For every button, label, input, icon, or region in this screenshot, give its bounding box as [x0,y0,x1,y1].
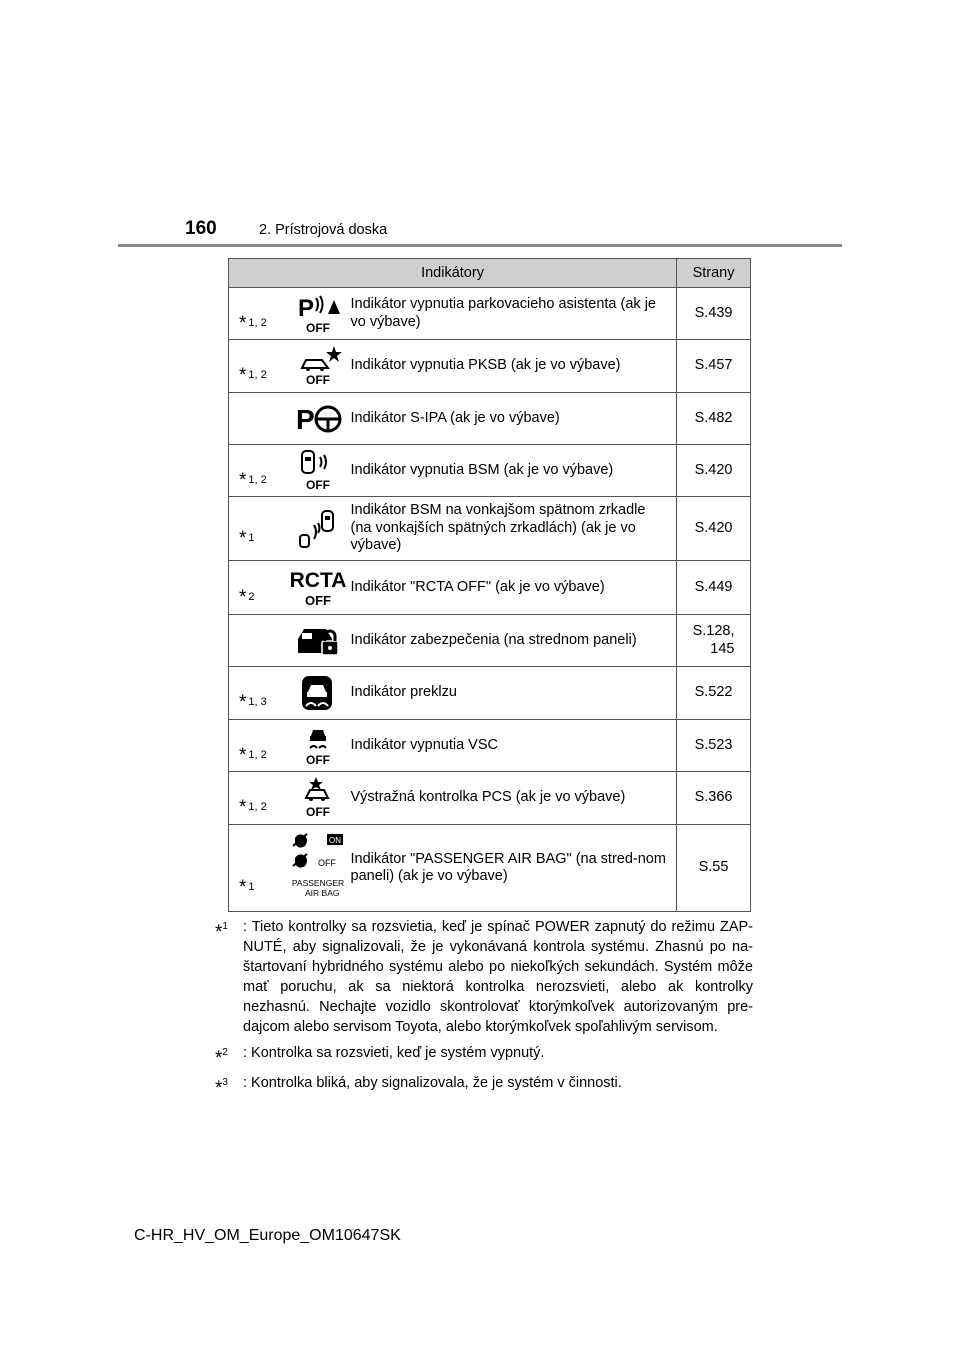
svg-text:P: P [295,403,315,435]
footnote-mark: * 1, 2 [229,720,287,772]
table-row [229,772,751,825]
table-row [229,340,751,393]
svg-text:OFF: OFF [305,805,330,819]
page-reference: S.55 [677,825,751,912]
footnote-2 [215,1043,753,1067]
section-title: 2. Prístrojová doska [259,222,388,238]
footnote-1 [215,917,753,1037]
footnote-text: : Tieto kontrolky sa rozsvietia, keď je spínač POWER zapnutý do režimu ZAP-NUTÉ, aby signalizovali, že je vykonávaná kontrola systému. Zhasnú po na-štartovaní hybridného systému alebo po niekoľkých sekundách. Systém môže mať poruchu, ak sa niektorá kontrolka nerozsvieti, alebo ak kontrolky nezhasnú. Nechajte vozidlo skontrolovať ktorýmkoľvek autorizovaným pre-dajcom alebo servisom Toyota, alebo ktorýmkoľvek spoľahlivým servisom. [243,919,753,1035]
footnote-label: *$^2$ [215,1047,228,1069]
svg-text:OFF: OFF [317,858,336,868]
footnote-label: *$^1$ [215,921,228,943]
indicator-description: Indikátor preklzu [349,667,677,720]
page-reference: S.457 [677,340,751,393]
footnote-label: *$^3$ [215,1077,228,1099]
document-code: C-HR_HV_OM_Europe_OM10647SK [134,1227,401,1244]
page-reference: S.482 [677,393,751,445]
parking-assist-off-icon [287,288,349,340]
header-indicators: Indikátory [229,259,677,288]
footnote-mark: * 1, 2 [229,772,287,825]
footnote-mark: * 1, 2 [229,288,287,340]
table-row [229,497,751,561]
page-reference: S.366 [677,772,751,825]
svg-text:OFF: OFF [305,373,330,387]
table-row [229,288,751,340]
pcs-off-icon [287,772,349,825]
page-reference: S.523 [677,720,751,772]
indicator-description: Indikátor vypnutia BSM (ak je vo výbave) [349,445,677,497]
svg-text:OFF: OFF [305,477,330,492]
footnote-mark: * 1, 2 [229,340,287,393]
page-reference: S.420 [677,445,751,497]
footnote-mark: * 1, 2 [229,445,287,497]
footnote-mark [229,393,287,445]
footnote-3 [215,1073,753,1097]
s-ipa-icon [287,393,349,445]
footnote-mark [229,615,287,667]
indicator-description: Indikátor "RCTA OFF" (ak je vo výbave) [349,561,677,615]
vsc-off-icon [287,720,349,772]
footnote-mark: * 1 [229,825,287,912]
svg-text:P: P [297,294,314,322]
indicator-description: Výstražná kontrolka PCS (ak je vo výbave) [349,772,677,825]
table-row [229,393,751,445]
page-reference: S.522 [677,667,751,720]
indicator-description: Indikátor zabezpečenia (na strednom paneli) [349,615,677,667]
footnotes [215,917,753,1103]
table-row [229,720,751,772]
passenger-airbag-icon [287,825,349,912]
footnote-text: : Kontrolka sa rozsvieti, keď je systém vypnutý. [243,1045,545,1061]
pksb-off-icon [287,340,349,393]
indicator-description: Indikátor S-IPA (ak je vo výbave) [349,393,677,445]
page-reference: S.439 [677,288,751,340]
page-reference: S.449 [677,561,751,615]
footnote-mark: * 1 [229,497,287,561]
footnote-mark: * 1, 3 [229,667,287,720]
table-row [229,561,751,615]
svg-text:ON: ON [328,836,341,845]
indicator-description: Indikátor vypnutia VSC [349,720,677,772]
page-reference-text: S.128, 145 [692,623,735,657]
table-header-row [229,259,751,288]
indicator-description: Indikátor vypnutia PKSB (ak je vo výbave) [349,340,677,393]
svg-text:AIR BAG: AIR BAG [304,888,339,898]
svg-text:PASSENGER: PASSENGER [291,878,344,888]
table-row [229,445,751,497]
svg-text:RCTA: RCTA [289,568,346,592]
bsm-mirror-icon [287,497,349,561]
indicator-table [228,258,751,912]
page-reference: S.420 [677,497,751,561]
svg-text:OFF: OFF [305,752,330,767]
indicator-description: Indikátor BSM na vonkajšom spätnom zrkadle (na vonkajších spätných zrkadlách) (ak je vo výbave) [349,497,677,561]
footnote-text: : Kontrolka bliká, aby signalizovala, že je systém v činnosti. [243,1075,622,1091]
footnote-mark: * 2 [229,561,287,615]
header-pages: Strany [677,259,751,288]
header-rule [118,244,842,247]
indicator-description: Indikátor "PASSENGER AIR BAG" (na stred-nom paneli) (ak je vo výbave) [349,825,677,912]
slip-icon [287,667,349,720]
security-lock-icon [287,615,349,667]
svg-text:OFF: OFF [304,592,331,608]
page-reference [677,615,751,667]
rcta-off-icon [287,561,349,615]
indicator-description: Indikátor vypnutia parkovacieho asistenta (ak je vo výbave) [349,288,677,340]
page-number: 160 [185,218,217,239]
svg-text:OFF: OFF [305,320,330,335]
bsm-off-icon [287,445,349,497]
table-row [229,615,751,667]
table-row [229,667,751,720]
table-row [229,825,751,912]
